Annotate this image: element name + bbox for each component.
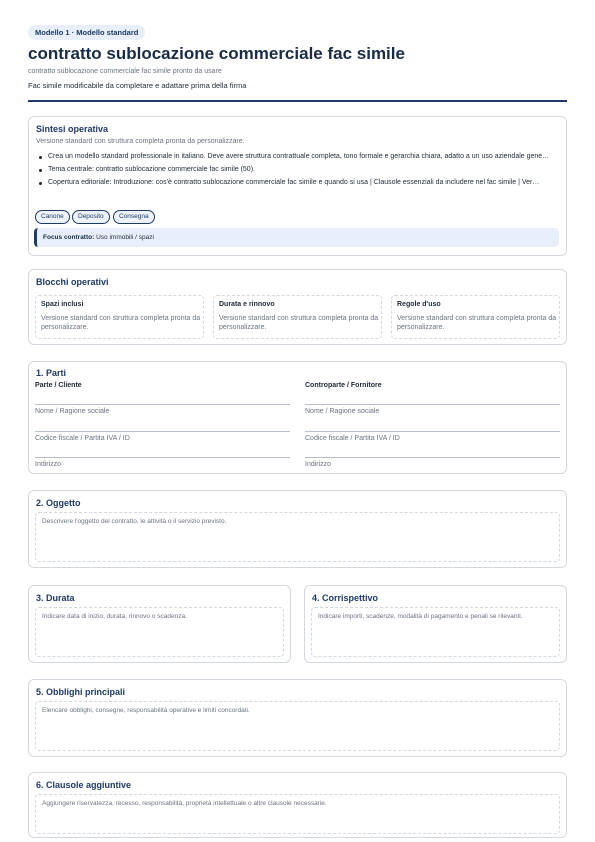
sintesi-bullet-list (36, 152, 556, 191)
blocchi-card (28, 269, 567, 345)
durata-textarea[interactable] (35, 607, 284, 657)
corrispettivo-textarea[interactable] (311, 607, 560, 657)
durata-title: 3. Durata (36, 593, 75, 603)
name-input-line[interactable] (35, 404, 290, 405)
block-text: Versione standard con struttura completa pronta da personalizzare. (397, 315, 557, 331)
page-subtitle: contratto sublocazione commerciale fac simile pronto da usare (28, 68, 222, 75)
tax-id-input-line[interactable] (305, 431, 560, 432)
controparte-heading: Controparte / Fornitore (305, 382, 382, 389)
focus-callout (34, 228, 559, 247)
oggetto-title: 2. Oggetto (36, 498, 81, 508)
oggetto-card (28, 490, 567, 568)
address-input-line[interactable] (35, 457, 290, 458)
chip-canone[interactable]: Canone (35, 210, 70, 224)
page-lead: Fac simile modificabile da completare e adattare prima della firma (28, 81, 247, 90)
tax-id-label: Codice fiscale / Partita IVA / ID (35, 435, 130, 442)
name-input-line[interactable] (305, 404, 560, 405)
sintesi-bullet: Copertura editoriale: Introduzione: cos'è contratto sublocazione commerciale fac simile e quando si usa | Clausole essenziali da includere nel fac simile | Ver… (36, 178, 556, 188)
parte-cliente-heading: Parte / Cliente (35, 382, 82, 389)
sintesi-description: Versione standard con struttura completa pronta da personalizzare. (36, 138, 245, 145)
block-durata-rinnovo (213, 295, 382, 339)
block-regole-uso (391, 295, 560, 339)
block-title: Durata e rinnovo (219, 301, 275, 308)
oggetto-textarea[interactable] (35, 512, 560, 562)
block-text: Versione standard con struttura completa pronta da personalizzare. (219, 315, 379, 331)
chip-consegna[interactable]: Consegna (113, 210, 155, 224)
obblighi-title: 5. Obblighi principali (36, 687, 126, 697)
sintesi-title: Sintesi operativa (36, 124, 109, 134)
tax-id-label: Codice fiscale / Partita IVA / ID (305, 435, 400, 442)
tax-id-input-line[interactable] (35, 431, 290, 432)
clausole-card (28, 772, 567, 838)
obblighi-card (28, 679, 567, 757)
name-label: Nome / Ragione sociale (305, 408, 380, 415)
focus-value: Uso immobili / spazi (96, 234, 154, 241)
blocchi-title: Blocchi operativi (36, 277, 109, 287)
sintesi-bullet: Crea un modello standard professionale in italiano. Deve avere struttura contrattuale completa, tono formale e gerarchia chiara, adatto a un uso aziendale gene… (36, 152, 556, 162)
corrispettivo-placeholder: Indicare importi, scadenze, modalità di pagamento e penali se rilevanti. (318, 613, 523, 620)
obblighi-placeholder: Elencare obblighi, consegne, responsabilità operative e limiti concordati. (42, 707, 250, 714)
parti-card (28, 361, 567, 474)
address-label: Indirizzo (35, 461, 62, 468)
clausole-placeholder: Aggiungere riservatezza, recesso, responsabilità, proprietà intellettuale o altre clausole necessarie. (42, 800, 327, 807)
clausole-textarea[interactable] (35, 794, 560, 834)
address-label: Indirizzo (305, 461, 332, 468)
block-spazi-inclusi (35, 295, 204, 339)
chip-deposito[interactable]: Deposito (72, 210, 110, 224)
block-title: Regole d'uso (397, 301, 441, 308)
durata-card (28, 585, 291, 663)
corrispettivo-title: 4. Corrispettivo (312, 593, 379, 603)
block-text: Versione standard con struttura completa pronta da personalizzare. (41, 315, 201, 331)
parti-title: 1. Parti (36, 368, 67, 378)
block-title: Spazi inclusi (41, 301, 84, 308)
sintesi-bullet: Tema centrale: contratto sublocazione commerciale fac simile (50). (36, 165, 556, 175)
clausole-title: 6. Clausole aggiuntive (36, 780, 132, 790)
address-input-line[interactable] (305, 457, 560, 458)
page-title: contratto sublocazione commerciale fac simile (28, 44, 405, 63)
oggetto-placeholder: Descrivere l'oggetto del contratto, le attività o il servizio previsto. (42, 518, 227, 525)
header-divider (28, 100, 567, 102)
template-badge: Modello 1 · Modello standard (28, 25, 145, 40)
durata-placeholder: Indicare data di inizio, durata, rinnovo o scadenza. (42, 613, 187, 620)
name-label: Nome / Ragione sociale (35, 408, 110, 415)
obblighi-textarea[interactable] (35, 701, 560, 751)
focus-label: Focus contratto: (43, 234, 95, 241)
corrispettivo-card (304, 585, 567, 663)
